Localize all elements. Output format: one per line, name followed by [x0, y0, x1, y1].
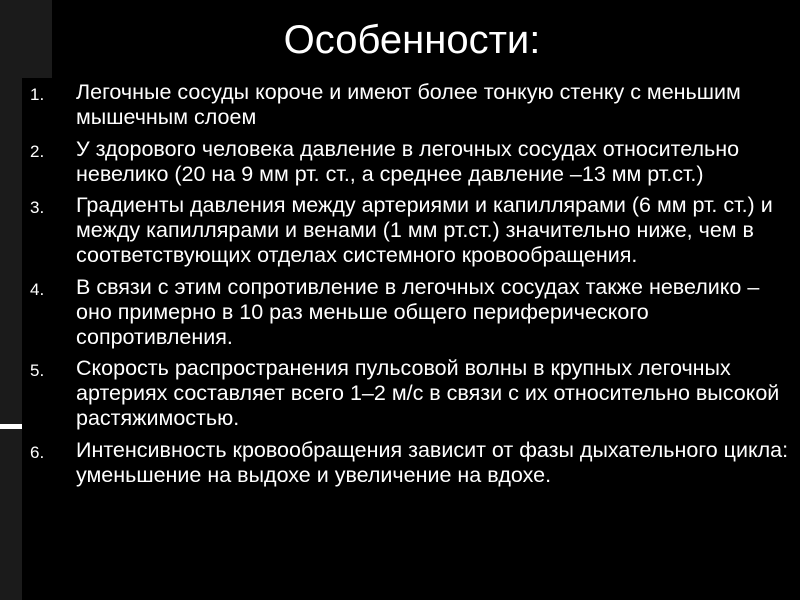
list-item	[22, 438, 800, 488]
list-item	[22, 275, 800, 350]
feature-list	[22, 80, 800, 488]
list-item-text: Легочные сосуды короче и имеют более тонкую стенку с меньшим мышечным слоем	[76, 80, 741, 129]
list-item-number: 5.	[30, 361, 45, 380]
list-item	[22, 80, 800, 130]
list-item-text: В связи с этим сопротивление в легочных сосудах также невелико – оно примерно в 10 раз меньше общего периферического сопротивления.	[76, 274, 760, 349]
list-item-number: 4.	[30, 279, 45, 299]
slide-title: Особенности:	[283, 18, 541, 62]
list-item-number: 6.	[30, 442, 45, 462]
list-item	[22, 137, 800, 187]
list-item-number: 2.	[30, 141, 45, 161]
list-item-number: 1.	[30, 85, 45, 104]
list-item-text: Скорость распространения пульсовой волны в крупных легочных артериях составляет всего 1–2 м/с в связи с их относительно высокой растяжимостью.	[76, 356, 780, 430]
list-item-number: 3.	[30, 198, 45, 217]
list-item-text: У здорового человека давление в легочных сосудах относительно невелико (20 на 9 мм рт. ст., а среднее давление –13 мм рт.ст.)	[76, 136, 740, 186]
list-item-text: Интенсивность кровообращения зависит от фазы дыхательного цикла: уменьшение на выдохе и увеличение на вдохе.	[76, 437, 789, 487]
list-item	[22, 356, 800, 431]
slide-content	[22, 80, 800, 600]
list-item	[22, 193, 800, 268]
left-band-decoration	[0, 0, 22, 600]
left-mark-decoration	[0, 424, 22, 429]
list-item-text: Градиенты давления между артериями и капиллярами (6 мм рт. ст.) и между капиллярами и венами (1 мм рт.ст.) значительно ниже, чем в соответствующих отделах системного кровообращения.	[76, 193, 773, 267]
